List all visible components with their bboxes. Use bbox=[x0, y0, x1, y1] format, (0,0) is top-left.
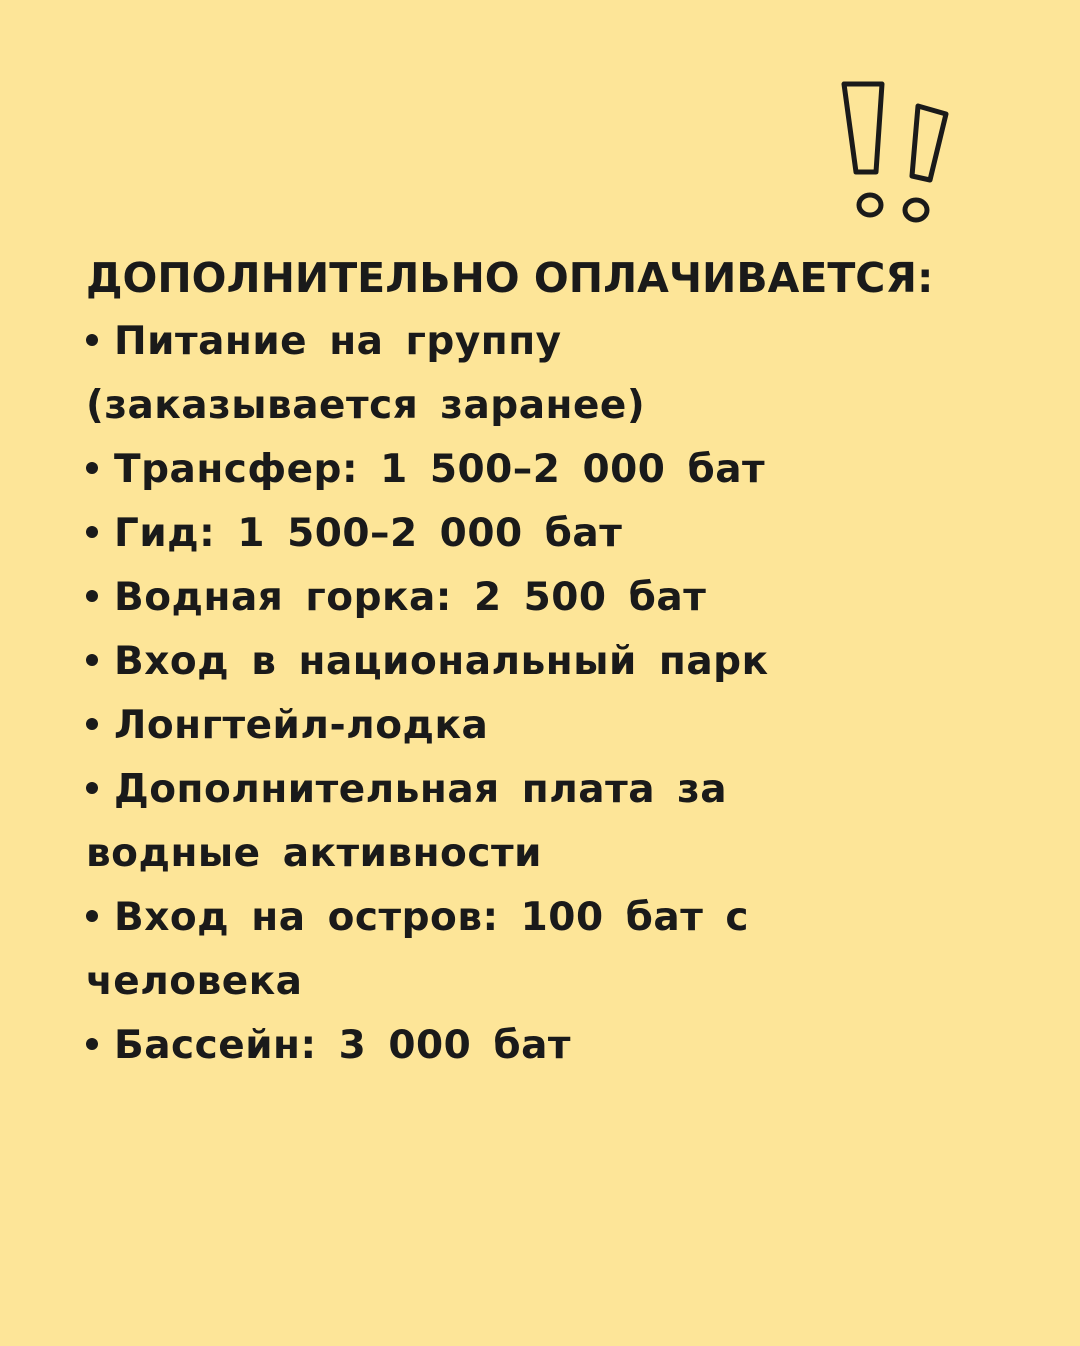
list-item-text: Трансфер: 1 500–2 000 бат bbox=[114, 447, 766, 492]
bullet-icon bbox=[86, 590, 98, 602]
list-item bbox=[86, 694, 986, 758]
list-item-text: Дополнительная плата за водные активности bbox=[86, 767, 728, 876]
bullet-icon bbox=[86, 910, 98, 922]
list-item-text: Лонгтейл-лодка bbox=[114, 703, 489, 748]
list-item-text: Гид: 1 500–2 000 бат bbox=[114, 511, 623, 556]
list-item-text: Бассейн: 3 000 бат bbox=[114, 1023, 572, 1068]
list-item-text: Водная горка: 2 500 бат bbox=[114, 575, 707, 620]
list-item bbox=[86, 566, 986, 630]
list-item bbox=[86, 438, 986, 502]
list-item-text: Вход в национальный парк bbox=[114, 639, 769, 684]
list-item bbox=[86, 310, 876, 438]
list-item-text: Вход на остров: 100 бат с человека bbox=[86, 895, 750, 1004]
extras-section bbox=[86, 246, 986, 1078]
bullet-icon bbox=[86, 1038, 98, 1050]
list-item-text: Питание на группу (заказывается заранее) bbox=[86, 319, 646, 428]
page-title: ДОПОЛНИТЕЛЬНО ОПЛАЧИВАЕТСЯ: bbox=[86, 254, 934, 302]
extras-list bbox=[86, 310, 986, 1078]
bullet-icon bbox=[86, 654, 98, 666]
list-item bbox=[86, 886, 986, 1014]
list-item bbox=[86, 758, 876, 886]
list-item bbox=[86, 1014, 986, 1078]
bullet-icon bbox=[86, 718, 98, 730]
bullet-icon bbox=[86, 526, 98, 538]
list-item bbox=[86, 502, 986, 566]
bullet-icon bbox=[86, 334, 98, 346]
bullet-icon bbox=[86, 782, 98, 794]
double-exclamation-icon bbox=[830, 72, 960, 232]
bullet-icon bbox=[86, 462, 98, 474]
list-item bbox=[86, 630, 986, 694]
